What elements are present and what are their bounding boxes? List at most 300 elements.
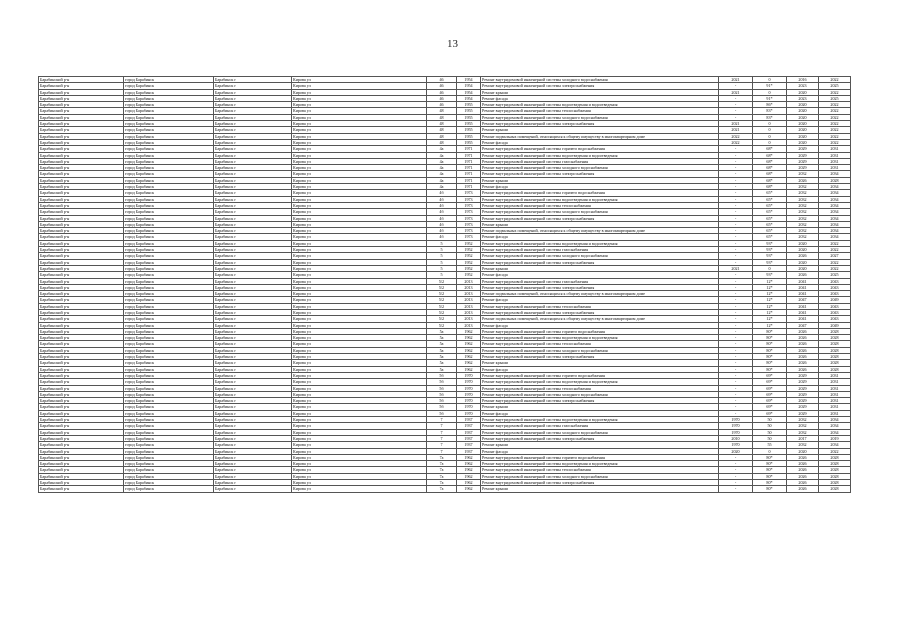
plan-end-cell: 2028 xyxy=(819,366,851,372)
house-number-cell: 7 xyxy=(427,429,457,435)
municipality-cell: город Барабинск xyxy=(124,146,214,152)
wear-percent-cell: 80* xyxy=(753,473,787,479)
plan-end-cell: 2031 xyxy=(819,152,851,158)
plan-start-cell: 2026 xyxy=(787,354,819,360)
wear-percent-cell: 12* xyxy=(753,303,787,309)
work-type-cell: Ремонт внутридомовой инженерной системы холодного водоснабжения xyxy=(481,165,719,171)
wear-percent-cell: 69* xyxy=(753,385,787,391)
locality-cell: Барабинск г xyxy=(214,89,292,95)
municipality-cell: город Барабинск xyxy=(124,177,214,183)
locality-cell: Барабинск г xyxy=(214,360,292,366)
street-cell: Кирова ул xyxy=(292,398,427,404)
locality-cell: Барабинск г xyxy=(214,265,292,271)
district-cell: Барабинский р-н xyxy=(39,265,124,271)
build-year-cell: 1937 xyxy=(457,423,481,429)
plan-start-cell: 2029 xyxy=(787,158,819,164)
municipality-cell: город Барабинск xyxy=(124,259,214,265)
locality-cell: Барабинск г xyxy=(214,410,292,416)
locality-cell: Барабинск г xyxy=(214,473,292,479)
plan-end-cell: 2031 xyxy=(819,379,851,385)
build-year-cell: 1962 xyxy=(457,341,481,347)
plan-end-cell: 2022 xyxy=(819,77,851,83)
plan-start-cell: 2026 xyxy=(787,454,819,460)
work-type-cell: Ремонт внутридомовой инженерной системы газоснабжения xyxy=(481,278,719,284)
district-cell: Барабинский р-н xyxy=(39,284,124,290)
wear-percent-cell: 83* xyxy=(753,114,787,120)
street-cell: Кирова ул xyxy=(292,89,427,95)
district-cell: Барабинский р-н xyxy=(39,316,124,322)
work-type-cell: Ремонт внутридомовой инженерной системы холодного водоснабжения xyxy=(481,209,719,215)
plan-start-cell: 2026 xyxy=(787,272,819,278)
house-number-cell: 5б xyxy=(427,398,457,404)
locality-cell: Барабинск г xyxy=(214,83,292,89)
plan-start-cell: 2026 xyxy=(787,328,819,334)
plan-start-cell: 2026 xyxy=(787,335,819,341)
build-year-cell: 1973 xyxy=(457,209,481,215)
locality-cell: Барабинск г xyxy=(214,385,292,391)
last-repair-year-cell: - xyxy=(719,303,753,309)
wear-percent-cell: 80* xyxy=(753,454,787,460)
district-cell: Барабинский р-н xyxy=(39,360,124,366)
last-repair-year-cell: - xyxy=(719,335,753,341)
municipality-cell: город Барабинск xyxy=(124,291,214,297)
work-type-cell: Ремонт внутридомовой инженерной системы газоснабжения xyxy=(481,423,719,429)
house-number-cell: 5б xyxy=(427,391,457,397)
work-type-cell: Ремонт внутридомовой инженерной системы электроснабжения xyxy=(481,171,719,177)
street-cell: Кирова ул xyxy=(292,379,427,385)
plan-end-cell: 2022 xyxy=(819,259,851,265)
build-year-cell: 1937 xyxy=(457,435,481,441)
street-cell: Кирова ул xyxy=(292,467,427,473)
street-cell: Кирова ул xyxy=(292,423,427,429)
wear-percent-cell: 80* xyxy=(753,480,787,486)
locality-cell: Барабинск г xyxy=(214,108,292,114)
locality-cell: Барабинск г xyxy=(214,322,292,328)
municipality-cell: город Барабинск xyxy=(124,473,214,479)
municipality-cell: город Барабинск xyxy=(124,171,214,177)
plan-start-cell: 2029 xyxy=(787,398,819,404)
build-year-cell: 1973 xyxy=(457,196,481,202)
wear-percent-cell: 65* xyxy=(753,234,787,240)
house-number-cell: 4а xyxy=(427,158,457,164)
last-repair-year-cell: 2022 xyxy=(719,139,753,145)
street-cell: Кирова ул xyxy=(292,448,427,454)
plan-end-cell: 2028 xyxy=(819,335,851,341)
plan-start-cell: 2023 xyxy=(787,95,819,101)
locality-cell: Барабинск г xyxy=(214,133,292,139)
wear-percent-cell: 68* xyxy=(753,158,787,164)
street-cell: Кирова ул xyxy=(292,417,427,423)
district-cell: Барабинский р-н xyxy=(39,328,124,334)
plan-start-cell: 2026 xyxy=(787,467,819,473)
house-number-cell: 5 xyxy=(427,253,457,259)
build-year-cell: 2013 xyxy=(457,284,481,290)
locality-cell: Барабинск г xyxy=(214,240,292,246)
work-type-cell: Ремонт внутридомовой инженерной системы холодного водоснабжения xyxy=(481,114,719,120)
house-number-cell: 48 xyxy=(427,121,457,127)
street-cell: Кирова ул xyxy=(292,297,427,303)
work-type-cell: Ремонт крыши xyxy=(481,486,719,492)
house-number-cell: 48 xyxy=(427,114,457,120)
district-cell: Барабинский р-н xyxy=(39,228,124,234)
locality-cell: Барабинск г xyxy=(214,480,292,486)
locality-cell: Барабинск г xyxy=(214,297,292,303)
last-repair-year-cell: - xyxy=(719,95,753,101)
work-type-cell: Ремонт внутридомовой инженерной системы теплоснабжения xyxy=(481,467,719,473)
municipality-cell: город Барабинск xyxy=(124,448,214,454)
municipality-cell: город Барабинск xyxy=(124,215,214,221)
locality-cell: Барабинск г xyxy=(214,121,292,127)
plan-end-cell: 2022 xyxy=(819,114,851,120)
work-type-cell: Ремонт внутридомовой инженерной системы холодного водоснабжения xyxy=(481,77,719,83)
build-year-cell: 1954 xyxy=(457,83,481,89)
work-type-cell: Ремонт подвальных помещений, относящихся к общему имуществу в многоквартирном доме xyxy=(481,228,719,234)
street-cell: Кирова ул xyxy=(292,127,427,133)
street-cell: Кирова ул xyxy=(292,328,427,334)
plan-end-cell: 2028 xyxy=(819,360,851,366)
plan-end-cell: 2031 xyxy=(819,410,851,416)
district-cell: Барабинский р-н xyxy=(39,102,124,108)
locality-cell: Барабинск г xyxy=(214,165,292,171)
build-year-cell: 1962 xyxy=(457,335,481,341)
plan-end-cell: 2019 xyxy=(819,435,851,441)
work-type-cell: Ремонт крыши xyxy=(481,127,719,133)
house-number-cell: 5б xyxy=(427,404,457,410)
house-number-cell: 5 xyxy=(427,247,457,253)
work-type-cell: Ремонт внутридомовой инженерной системы теплоснабжения xyxy=(481,385,719,391)
municipality-cell: город Барабинск xyxy=(124,83,214,89)
street-cell: Кирова ул xyxy=(292,461,427,467)
plan-start-cell: 2020 xyxy=(787,448,819,454)
district-cell: Барабинский р-н xyxy=(39,379,124,385)
build-year-cell: 1973 xyxy=(457,190,481,196)
last-repair-year-cell: 2010 xyxy=(719,435,753,441)
street-cell: Кирова ул xyxy=(292,316,427,322)
house-number-cell: 4б xyxy=(427,215,457,221)
locality-cell: Барабинск г xyxy=(214,435,292,441)
house-number-cell: 5б xyxy=(427,410,457,416)
work-type-cell: Ремонт фасада xyxy=(481,297,719,303)
wear-percent-cell: 50 xyxy=(753,423,787,429)
work-type-cell: Ремонт крыши xyxy=(481,442,719,448)
plan-end-cell: 2043 xyxy=(819,309,851,315)
house-number-cell: 4а xyxy=(427,152,457,158)
district-cell: Барабинский р-н xyxy=(39,347,124,353)
work-type-cell: Ремонт внутридомовой инженерной системы теплоснабжения xyxy=(481,303,719,309)
wear-percent-cell: 68* xyxy=(753,184,787,190)
district-cell: Барабинский р-н xyxy=(39,114,124,120)
work-type-cell: Ремонт внутридомовой инженерной системы горячего водоснабжения xyxy=(481,146,719,152)
house-number-cell: 7а xyxy=(427,473,457,479)
plan-start-cell: 2026 xyxy=(787,366,819,372)
plan-start-cell: 2029 xyxy=(787,146,819,152)
build-year-cell: 1954 xyxy=(457,95,481,101)
municipality-cell: город Барабинск xyxy=(124,372,214,378)
house-number-cell: 4а xyxy=(427,146,457,152)
work-type-cell: Ремонт внутридомовой инженерной системы холодного водоснабжения xyxy=(481,473,719,479)
house-number-cell: 5/2 xyxy=(427,316,457,322)
work-type-cell: Ремонт фасада xyxy=(481,139,719,145)
last-repair-year-cell: - xyxy=(719,83,753,89)
house-number-cell: 4б xyxy=(427,196,457,202)
build-year-cell: 1962 xyxy=(457,454,481,460)
build-year-cell: 1962 xyxy=(457,480,481,486)
house-number-cell: 5б xyxy=(427,385,457,391)
street-cell: Кирова ул xyxy=(292,347,427,353)
plan-end-cell: 2028 xyxy=(819,461,851,467)
street-cell: Кирова ул xyxy=(292,272,427,278)
wear-percent-cell: 12* xyxy=(753,297,787,303)
wear-percent-cell: 69* xyxy=(753,379,787,385)
work-type-cell: Ремонт внутридомовой инженерной системы газоснабжения xyxy=(481,158,719,164)
locality-cell: Барабинск г xyxy=(214,291,292,297)
house-number-cell: 5а xyxy=(427,341,457,347)
last-repair-year-cell: - xyxy=(719,284,753,290)
plan-end-cell: 2028 xyxy=(819,347,851,353)
locality-cell: Барабинск г xyxy=(214,177,292,183)
municipality-cell: город Барабинск xyxy=(124,265,214,271)
work-type-cell: Ремонт внутридомовой инженерной системы электроснабжения xyxy=(481,83,719,89)
street-cell: Кирова ул xyxy=(292,454,427,460)
street-cell: Кирова ул xyxy=(292,486,427,492)
locality-cell: Барабинск г xyxy=(214,152,292,158)
wear-percent-cell: 80* xyxy=(753,360,787,366)
house-number-cell: 48 xyxy=(427,133,457,139)
locality-cell: Барабинск г xyxy=(214,95,292,101)
house-number-cell: 7 xyxy=(427,435,457,441)
wear-percent-cell: 80* xyxy=(753,354,787,360)
wear-percent-cell: 65* xyxy=(753,215,787,221)
locality-cell: Барабинск г xyxy=(214,354,292,360)
house-number-cell: 7 xyxy=(427,448,457,454)
locality-cell: Барабинск г xyxy=(214,114,292,120)
work-type-cell: Ремонт внутридомовой инженерной системы холодного водоснабжения xyxy=(481,347,719,353)
build-year-cell: 1955 xyxy=(457,139,481,145)
work-type-cell: Ремонт внутридомовой инженерной системы водоотведения и водоотведения xyxy=(481,240,719,246)
district-cell: Барабинский р-н xyxy=(39,83,124,89)
build-year-cell: 1937 xyxy=(457,417,481,423)
municipality-cell: город Барабинск xyxy=(124,284,214,290)
plan-start-cell: 2029 xyxy=(787,391,819,397)
work-type-cell: Ремонт внутридомовой инженерной системы электроснабжения xyxy=(481,121,719,127)
municipality-cell: город Барабинск xyxy=(124,209,214,215)
plan-end-cell: 2028 xyxy=(819,354,851,360)
house-number-cell: 4б xyxy=(427,202,457,208)
street-cell: Кирова ул xyxy=(292,435,427,441)
locality-cell: Барабинск г xyxy=(214,467,292,473)
last-repair-year-cell: 2020 xyxy=(719,448,753,454)
wear-percent-cell: 0 xyxy=(753,265,787,271)
district-cell: Барабинский р-н xyxy=(39,234,124,240)
last-repair-year-cell: 2021 xyxy=(719,127,753,133)
locality-cell: Барабинск г xyxy=(214,461,292,467)
build-year-cell: 1973 xyxy=(457,221,481,227)
plan-end-cell: 2022 xyxy=(819,121,851,127)
locality-cell: Барабинск г xyxy=(214,221,292,227)
district-cell: Барабинский р-н xyxy=(39,423,124,429)
district-cell: Барабинский р-н xyxy=(39,190,124,196)
build-year-cell: 1971 xyxy=(457,165,481,171)
municipality-cell: город Барабинск xyxy=(124,240,214,246)
district-cell: Барабинский р-н xyxy=(39,435,124,441)
municipality-cell: город Барабинск xyxy=(124,398,214,404)
work-type-cell: Ремонт крыши xyxy=(481,265,719,271)
locality-cell: Барабинск г xyxy=(214,372,292,378)
last-repair-year-cell: - xyxy=(719,366,753,372)
plan-start-cell: 2032 xyxy=(787,184,819,190)
wear-percent-cell: 93* xyxy=(753,247,787,253)
street-cell: Кирова ул xyxy=(292,114,427,120)
locality-cell: Барабинск г xyxy=(214,454,292,460)
plan-end-cell: 2022 xyxy=(819,127,851,133)
locality-cell: Барабинск г xyxy=(214,228,292,234)
plan-start-cell: 2032 xyxy=(787,196,819,202)
work-type-cell: Ремонт внутридомовой инженерной системы электроснабжения xyxy=(481,354,719,360)
municipality-cell: город Барабинск xyxy=(124,253,214,259)
work-type-cell: Ремонт внутридомовой инженерной системы водоотведения и водоотведения xyxy=(481,335,719,341)
street-cell: Кирова ул xyxy=(292,335,427,341)
locality-cell: Барабинск г xyxy=(214,209,292,215)
work-type-cell: Ремонт крыши xyxy=(481,89,719,95)
wear-percent-cell: 93* xyxy=(753,253,787,259)
street-cell: Кирова ул xyxy=(292,121,427,127)
municipality-cell: город Барабинск xyxy=(124,480,214,486)
district-cell: Барабинский р-н xyxy=(39,366,124,372)
plan-end-cell: 2028 xyxy=(819,480,851,486)
last-repair-year-cell: - xyxy=(719,398,753,404)
build-year-cell: 2013 xyxy=(457,291,481,297)
street-cell: Кирова ул xyxy=(292,442,427,448)
house-number-cell: 4а xyxy=(427,177,457,183)
street-cell: Кирова ул xyxy=(292,278,427,284)
house-number-cell: 5/2 xyxy=(427,309,457,315)
municipality-cell: город Барабинск xyxy=(124,184,214,190)
last-repair-year-cell: - xyxy=(719,234,753,240)
last-repair-year-cell: - xyxy=(719,177,753,183)
house-number-cell: 5/2 xyxy=(427,303,457,309)
street-cell: Кирова ул xyxy=(292,234,427,240)
build-year-cell: 1955 xyxy=(457,114,481,120)
plan-end-cell: 2025 xyxy=(819,272,851,278)
wear-percent-cell: 69* xyxy=(753,410,787,416)
work-type-cell: Ремонт внутридомовой инженерной системы водоотведения и водоотведения xyxy=(481,461,719,467)
wear-percent-cell: 65* xyxy=(753,228,787,234)
locality-cell: Барабинск г xyxy=(214,196,292,202)
plan-start-cell: 2032 xyxy=(787,221,819,227)
locality-cell: Барабинск г xyxy=(214,341,292,347)
district-cell: Барабинский р-н xyxy=(39,108,124,114)
wear-percent-cell: 65* xyxy=(753,190,787,196)
house-number-cell: 5а xyxy=(427,366,457,372)
district-cell: Барабинский р-н xyxy=(39,291,124,297)
municipality-cell: город Барабинск xyxy=(124,467,214,473)
street-cell: Кирова ул xyxy=(292,341,427,347)
street-cell: Кирова ул xyxy=(292,322,427,328)
last-repair-year-cell: - xyxy=(719,152,753,158)
locality-cell: Барабинск г xyxy=(214,102,292,108)
plan-start-cell: 2029 xyxy=(787,152,819,158)
locality-cell: Барабинск г xyxy=(214,171,292,177)
plan-end-cell: 2031 xyxy=(819,146,851,152)
district-cell: Барабинский р-н xyxy=(39,221,124,227)
street-cell: Кирова ул xyxy=(292,171,427,177)
plan-end-cell: 2034 xyxy=(819,221,851,227)
wear-percent-cell: 0 xyxy=(753,448,787,454)
work-type-cell: Ремонт внутридомовой инженерной системы теплоснабжения xyxy=(481,341,719,347)
house-number-cell: 7а xyxy=(427,467,457,473)
build-year-cell: 1973 xyxy=(457,215,481,221)
street-cell: Кирова ул xyxy=(292,360,427,366)
wear-percent-cell: 80* xyxy=(753,366,787,372)
municipality-cell: город Барабинск xyxy=(124,139,214,145)
plan-start-cell: 2020 xyxy=(787,139,819,145)
last-repair-year-cell: - xyxy=(719,486,753,492)
house-number-cell: 4б xyxy=(427,234,457,240)
wear-percent-cell: 80* xyxy=(753,467,787,473)
plan-start-cell: 2020 xyxy=(787,133,819,139)
locality-cell: Барабинск г xyxy=(214,190,292,196)
plan-end-cell: 2043 xyxy=(819,316,851,322)
house-number-cell: 5б xyxy=(427,372,457,378)
house-number-cell: 5а xyxy=(427,335,457,341)
plan-end-cell: 2031 xyxy=(819,398,851,404)
last-repair-year-cell: - xyxy=(719,454,753,460)
municipality-cell: город Барабинск xyxy=(124,228,214,234)
house-number-cell: 7а xyxy=(427,486,457,492)
last-repair-year-cell: - xyxy=(719,247,753,253)
locality-cell: Барабинск г xyxy=(214,272,292,278)
build-year-cell: 1971 xyxy=(457,171,481,177)
street-cell: Кирова ул xyxy=(292,247,427,253)
plan-end-cell: 2034 xyxy=(819,202,851,208)
plan-end-cell: 2034 xyxy=(819,423,851,429)
plan-start-cell: 2032 xyxy=(787,429,819,435)
municipality-cell: город Барабинск xyxy=(124,89,214,95)
wear-percent-cell: 50 xyxy=(753,435,787,441)
last-repair-year-cell: - xyxy=(719,171,753,177)
last-repair-year-cell: - xyxy=(719,316,753,322)
build-year-cell: 1970 xyxy=(457,372,481,378)
plan-end-cell: 2028 xyxy=(819,341,851,347)
build-year-cell: 1962 xyxy=(457,360,481,366)
district-cell: Барабинский р-н xyxy=(39,184,124,190)
build-year-cell: 1962 xyxy=(457,461,481,467)
street-cell: Кирова ул xyxy=(292,177,427,183)
wear-percent-cell: 91* xyxy=(753,83,787,89)
plan-start-cell: 2029 xyxy=(787,385,819,391)
street-cell: Кирова ул xyxy=(292,77,427,83)
district-cell: Барабинский р-н xyxy=(39,121,124,127)
house-number-cell: 48 xyxy=(427,108,457,114)
plan-end-cell: 2034 xyxy=(819,228,851,234)
last-repair-year-cell: 1970 xyxy=(719,429,753,435)
last-repair-year-cell: - xyxy=(719,221,753,227)
house-number-cell: 4б xyxy=(427,190,457,196)
last-repair-year-cell: 2021 xyxy=(719,265,753,271)
work-type-cell: Ремонт внутридомовой инженерной системы электроснабжения xyxy=(481,435,719,441)
plan-end-cell: 2034 xyxy=(819,442,851,448)
wear-percent-cell: 80* xyxy=(753,328,787,334)
wear-percent-cell: 50 xyxy=(753,417,787,423)
wear-percent-cell: 0 xyxy=(753,133,787,139)
plan-start-cell: 2020 xyxy=(787,108,819,114)
plan-start-cell: 2020 xyxy=(787,121,819,127)
build-year-cell: 1937 xyxy=(457,429,481,435)
plan-start-cell: 2032 xyxy=(787,202,819,208)
street-cell: Кирова ул xyxy=(292,196,427,202)
district-cell: Барабинский р-н xyxy=(39,177,124,183)
municipality-cell: город Барабинск xyxy=(124,354,214,360)
